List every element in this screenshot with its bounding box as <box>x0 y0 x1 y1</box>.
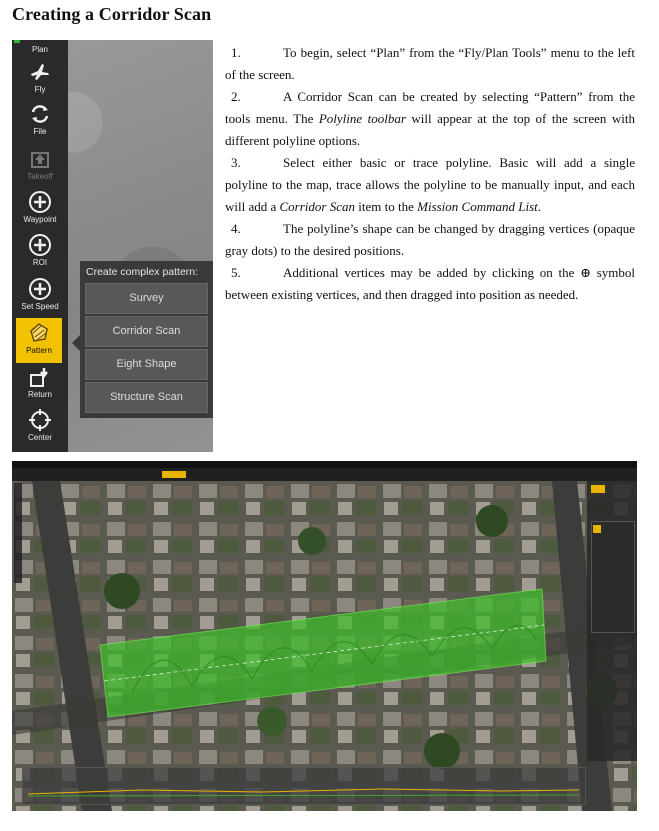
pattern-icon <box>27 321 51 345</box>
tool-set-speed[interactable] <box>12 277 68 311</box>
step-text: Additional vertices may be added by clicking on the ⊕ symbol between existing vertices, and then dragged into position as needed. <box>225 265 635 302</box>
step-emphasis: Polyline toolbar <box>318 111 406 126</box>
tool-waypoint[interactable] <box>12 190 68 224</box>
step-text: To begin, select “Plan” from the “Fly/Plan Tools” menu to the left of the screen. <box>225 45 635 82</box>
instruction-step <box>225 86 635 152</box>
tool-set-speed-label: Set Speed <box>21 302 59 311</box>
tool-center-label: Center <box>27 433 52 442</box>
tool-fly-label: Fly <box>34 85 46 94</box>
tool-roi[interactable] <box>12 233 68 267</box>
mission-panel <box>587 481 637 761</box>
sync-icon <box>28 102 52 126</box>
step-text: . <box>537 199 541 214</box>
tool-plan-label: Plan <box>31 45 48 54</box>
survey-button[interactable]: Survey <box>85 283 208 314</box>
step-number: 5. <box>231 265 241 280</box>
plan-tools-screenshot <box>12 40 213 452</box>
step-emphasis: Corridor Scan <box>279 199 355 214</box>
terrain-profile-chart <box>23 768 585 804</box>
crosshair-icon <box>28 408 52 432</box>
eight-shape-button[interactable]: Eight Shape <box>85 349 208 380</box>
create-pattern-popup <box>80 261 213 418</box>
status-indicator <box>14 40 20 43</box>
takeoff-icon <box>28 147 52 171</box>
aerial-map <box>12 481 637 811</box>
step-emphasis: Mission Command List <box>417 199 538 214</box>
tool-center[interactable] <box>12 408 68 442</box>
instruction-step <box>225 218 635 262</box>
tool-return-label: Return <box>27 390 52 399</box>
airplane-icon <box>28 60 52 84</box>
step-text: Select either basic or trace polyline. Basic will add a single polyline to the map, trace allows the polyline to be manually input, and each will add a <box>225 155 635 214</box>
tool-takeoff[interactable] <box>12 147 68 181</box>
plan-topbar <box>12 468 637 481</box>
plus-circle-icon <box>28 190 52 214</box>
tool-waypoint-label: Waypoint <box>23 215 57 224</box>
corridor-scan-settings <box>591 521 635 633</box>
tool-pattern[interactable] <box>16 318 62 363</box>
tool-file-label: File <box>33 127 47 136</box>
instruction-step <box>225 42 635 86</box>
tool-takeoff-label: Takeoff <box>27 172 53 181</box>
mini-toolbar <box>14 483 22 583</box>
tool-fly[interactable] <box>12 60 68 94</box>
step-text: item to the <box>355 199 418 214</box>
settings-icon <box>593 525 601 533</box>
instruction-step <box>225 152 635 218</box>
step-text: will appear at the top of the screen with different polyline options. <box>225 111 636 148</box>
instruction-list <box>225 42 635 306</box>
plus-circle-icon <box>28 233 52 257</box>
step-text: The polyline’s shape can be changed by dragging vertices (opaque gray dots) to the desired positions. <box>225 221 635 258</box>
terrain-profile <box>22 767 586 805</box>
corridor-scan-screenshot <box>12 461 637 811</box>
step-number: 1. <box>231 45 241 60</box>
tool-return[interactable] <box>12 365 68 399</box>
corridor-scan-button[interactable]: Corridor Scan <box>85 316 208 347</box>
structure-scan-button[interactable]: Structure Scan <box>85 382 208 413</box>
step-number: 3. <box>231 155 241 170</box>
step-number: 4. <box>231 221 241 236</box>
tool-roi-label: ROI <box>32 258 48 267</box>
app-titlebar <box>12 461 637 468</box>
panel-tab-active <box>591 485 605 493</box>
plan-toolbar <box>12 40 68 452</box>
step-number: 2. <box>231 89 241 104</box>
plus-circle-icon <box>28 277 52 301</box>
popup-title: Create complex pattern: <box>86 266 199 278</box>
instruction-step <box>225 262 635 306</box>
tool-file[interactable] <box>12 102 68 136</box>
upload-indicator <box>162 471 186 478</box>
step-text: A Corridor Scan can be created by selecting “Pattern” from the tools menu. The <box>225 89 635 126</box>
tool-pattern-label: Pattern <box>26 346 52 355</box>
return-icon <box>28 365 52 389</box>
page-title: Creating a Corridor Scan <box>12 4 212 24</box>
